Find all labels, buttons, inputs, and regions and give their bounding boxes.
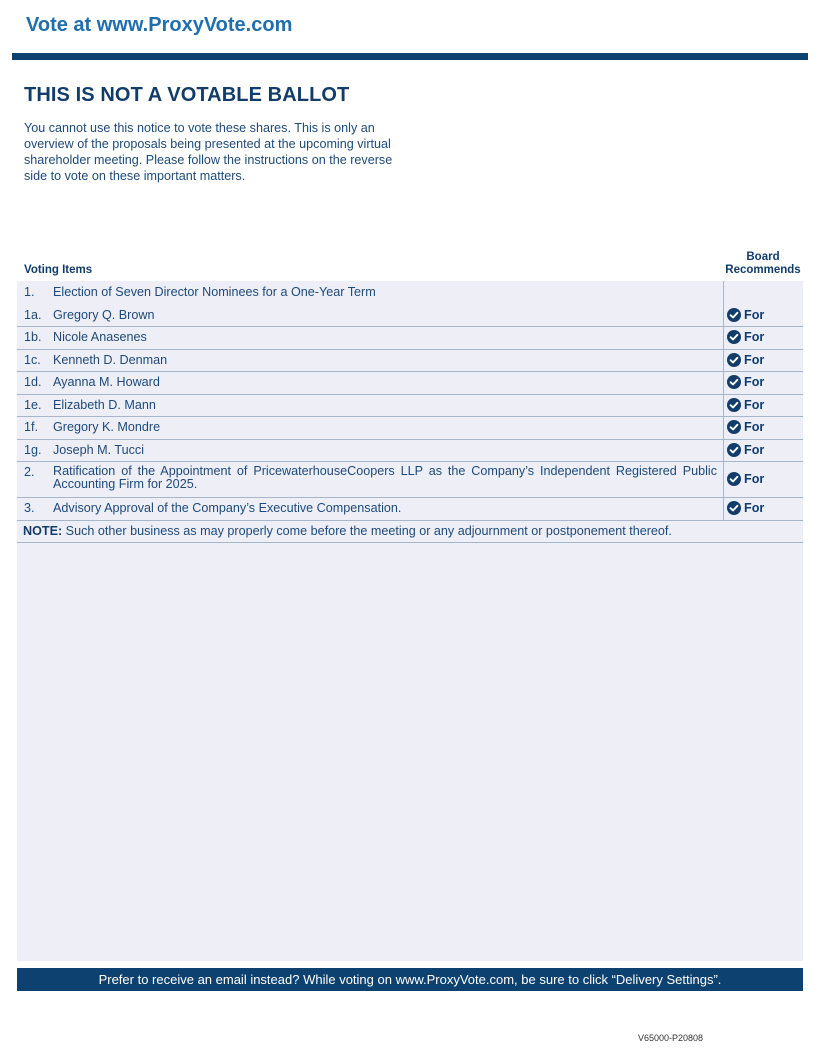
table-row [17, 439, 803, 462]
check-circle-icon [727, 501, 744, 515]
table-row [17, 304, 803, 327]
table-row [17, 416, 803, 440]
item-number: 1a. [24, 308, 42, 322]
board-recommendation-cell [723, 281, 804, 304]
recommends-label: Recommends [725, 264, 801, 276]
item-number: 1d. [24, 375, 42, 389]
check-circle-icon [727, 443, 744, 457]
item-text: Kenneth D. Denman [53, 353, 168, 367]
check-circle-icon [727, 420, 744, 434]
item-text: Gregory Q. Brown [53, 308, 155, 322]
board-recommendation-cell [723, 416, 804, 439]
item-text: Ayanna M. Howard [53, 375, 160, 389]
recommendation-label: For [744, 375, 765, 389]
board-recommendation-cell [723, 439, 804, 461]
intro-text: You cannot use this notice to vote these shares. This is only an overview of the proposals being presented at the upcoming virtual shareholder meeting. Please follow the instructions on the reverse side to vote on these important matters. [24, 121, 393, 183]
document-code: V65000-P20808 [637, 1033, 703, 1043]
item-number: 1b. [24, 330, 42, 344]
item-number: 1e. [24, 398, 42, 412]
check-circle-icon [727, 353, 744, 367]
board-recommendation-cell [723, 304, 804, 326]
board-recommendation-cell [723, 371, 804, 394]
item-text: Gregory K. Mondre [53, 420, 161, 434]
board-label: Board [746, 251, 780, 263]
item-text: Election of Seven Director Nominees for a One-Year Term [53, 285, 376, 299]
recommendation [727, 330, 764, 344]
recommendation [727, 375, 764, 389]
table-row [17, 497, 803, 521]
recommendation [727, 472, 764, 486]
board-recommendation-cell [723, 349, 804, 371]
check-circle-icon [727, 330, 744, 344]
recommendation [727, 501, 764, 515]
check-circle-icon [727, 375, 744, 389]
recommendation-label: For [744, 398, 765, 412]
recommendation-label: For [744, 330, 765, 344]
check-circle-icon [727, 398, 744, 412]
page-title: THIS IS NOT A VOTABLE BALLOT [24, 84, 350, 106]
recommendation-label: For [744, 420, 765, 434]
table-row [17, 461, 803, 498]
item-text: Ratification of the Appointment of PricewaterhouseCoopers LLP as the Company’s Independent Registered Public Accounting Firm for 2025. [53, 464, 717, 491]
recommendation [727, 398, 764, 412]
recommendation-label: For [744, 472, 765, 486]
table-row [17, 281, 803, 304]
recommendation [727, 308, 764, 322]
item-number: 1f. [24, 420, 39, 434]
note-text: Such other business as may properly come before the meeting or any adjournment or postponement thereof. [62, 524, 672, 538]
footer-banner: Prefer to receive an email instead? While voting on www.ProxyVote.com, be sure to click “Delivery Settings”. [17, 968, 803, 991]
recommendation-label: For [744, 443, 765, 457]
item-text: Elizabeth D. Mann [53, 398, 156, 412]
note-row [17, 520, 803, 543]
column-header-voting-items: Voting Items [24, 264, 93, 276]
header-rule [12, 53, 808, 60]
note-label: NOTE: [23, 524, 63, 538]
item-text: Nicole Anasenes [53, 330, 147, 344]
recommendation [727, 420, 764, 434]
check-circle-icon [727, 472, 744, 486]
item-text: Joseph M. Tucci [53, 443, 144, 457]
table-row [17, 326, 803, 350]
recommendation-label: For [744, 501, 765, 515]
item-number: 1c. [24, 353, 41, 367]
recommendation [727, 443, 764, 457]
recommendation-label: For [744, 308, 765, 322]
item-number: 1g. [24, 443, 42, 457]
item-number: 3. [24, 501, 35, 515]
column-header-board-recommends [720, 251, 806, 277]
recommendation-label: For [744, 353, 765, 367]
item-number: 2. [24, 465, 35, 479]
item-text: Advisory Approval of the Company’s Executive Compensation. [53, 501, 402, 515]
board-recommendation-cell [723, 326, 804, 349]
board-recommendation-cell [723, 461, 804, 497]
table-row [17, 394, 803, 417]
board-recommendation-cell [723, 497, 804, 520]
board-recommendation-cell [723, 394, 804, 416]
header-link[interactable]: Vote at www.ProxyVote.com [26, 14, 293, 36]
table-row [17, 371, 803, 395]
table-row [17, 349, 803, 372]
recommendation [727, 353, 764, 367]
item-number: 1. [24, 285, 35, 299]
check-circle-icon [727, 308, 744, 322]
